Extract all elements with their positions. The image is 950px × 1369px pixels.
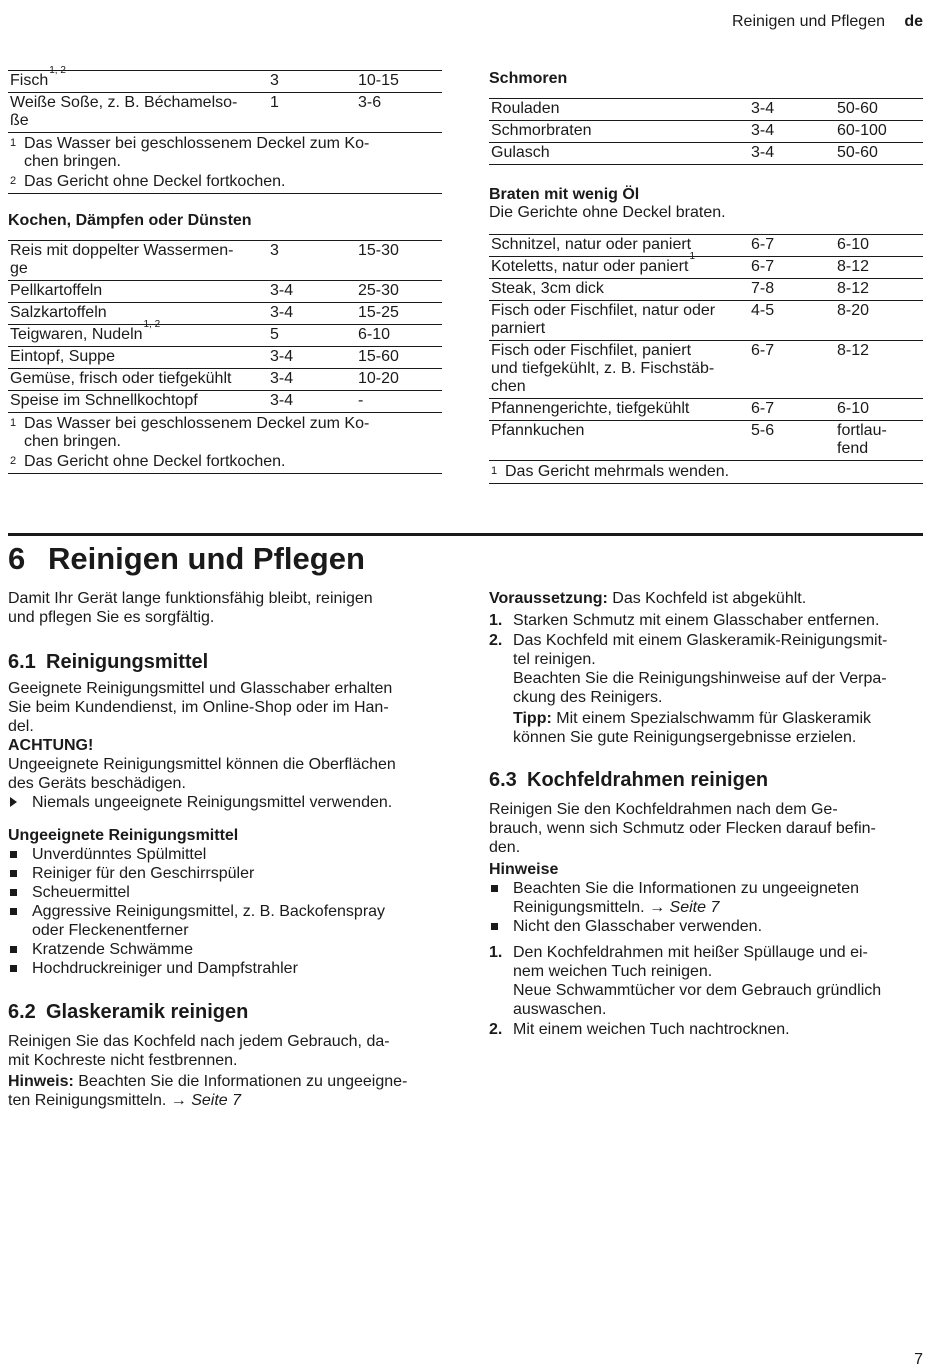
warning-text: Ungeeignete Reinigungsmittel können die Oberflächen des Geräts beschädigen. bbox=[8, 756, 396, 792]
cleaning-steps bbox=[489, 611, 925, 707]
footnote-text: Das Gericht mehrmals wenden. bbox=[505, 463, 730, 480]
food-value: Speise im Schnellkochtopf bbox=[10, 392, 198, 409]
table-row bbox=[489, 143, 923, 165]
page-number: 7 bbox=[914, 1351, 923, 1368]
tip-label: Tipp: bbox=[513, 710, 552, 727]
cell-time bbox=[356, 347, 442, 369]
food-value: Salzkartoffeln bbox=[10, 304, 107, 321]
cell-food bbox=[489, 235, 749, 257]
level-value: 3-4 bbox=[270, 392, 294, 409]
food-value: Pfannengerichte, tiefgekühlt bbox=[491, 400, 690, 417]
cell-food bbox=[8, 65, 268, 93]
table-heading: Kochen, Dämpfen oder Dünsten bbox=[8, 212, 252, 229]
food-value: Koteletts, natur oder paniert bbox=[491, 258, 689, 275]
cell-food bbox=[489, 399, 749, 421]
square-bullet-icon bbox=[491, 923, 498, 930]
square-bullet-icon bbox=[10, 965, 17, 972]
level-value: 4-5 bbox=[751, 302, 775, 319]
cell-level bbox=[268, 303, 356, 325]
food-value: Schnitzel, natur oder paniert bbox=[491, 236, 692, 253]
cell-level bbox=[749, 399, 835, 421]
cell-time bbox=[356, 93, 442, 133]
section-title: Kochfeldrahmen reinigen bbox=[527, 769, 769, 791]
note-text: Beachten Sie die Informationen zu ungeeigneten Reinigungsmitteln. bbox=[513, 880, 860, 916]
cell-level bbox=[749, 279, 835, 301]
time-value: 3-6 bbox=[358, 94, 382, 111]
footnote-marker: 1, 2 bbox=[49, 65, 66, 76]
cell-food bbox=[8, 347, 268, 369]
cooking-table-2 bbox=[8, 240, 442, 413]
cell-time bbox=[835, 257, 923, 279]
cell-food bbox=[489, 421, 749, 461]
hint-text: Beachten Sie die Informationen zu ungeeigne- ten Reinigungsmitteln. bbox=[8, 1073, 408, 1109]
cell-time bbox=[356, 71, 442, 93]
time-value: 25-30 bbox=[358, 282, 399, 299]
list-item bbox=[8, 845, 444, 864]
level-value: 3 bbox=[270, 72, 279, 89]
food-value: Gemüse, frisch oder tiefgekühlt bbox=[10, 370, 232, 387]
cell-level bbox=[749, 235, 835, 257]
table-row bbox=[8, 93, 442, 133]
table-row bbox=[489, 279, 923, 301]
food-value: Fisch bbox=[10, 72, 49, 89]
section-6-1-heading bbox=[8, 650, 444, 674]
level-value: 3-4 bbox=[270, 348, 294, 365]
time-value: 8-12 bbox=[837, 258, 870, 275]
table-row bbox=[8, 71, 442, 93]
cell-food bbox=[489, 99, 749, 121]
list-item bbox=[8, 940, 444, 959]
level-value: 5 bbox=[270, 326, 279, 343]
level-value: 3 bbox=[270, 242, 279, 259]
cooking-table-1 bbox=[8, 65, 442, 133]
time-value: 8-12 bbox=[837, 342, 870, 359]
step-item bbox=[489, 631, 925, 707]
list-item-text: Hochdruckreiniger und Dampfstrahler bbox=[32, 960, 298, 977]
cell-time bbox=[835, 143, 923, 165]
tip bbox=[489, 709, 925, 747]
cell-time bbox=[835, 99, 923, 121]
food-value: Weiße Soße, z. B. Béchamelso- ße bbox=[10, 94, 238, 129]
table-row bbox=[489, 257, 923, 279]
cell-food bbox=[489, 301, 749, 341]
cell-food bbox=[8, 93, 268, 133]
left-table-block-2 bbox=[8, 211, 442, 474]
cell-time bbox=[356, 325, 442, 347]
level-value: 3-4 bbox=[270, 282, 294, 299]
prerequisite-label: Voraussetzung: bbox=[489, 590, 608, 607]
table-heading: Braten mit wenig Öl bbox=[489, 186, 640, 203]
list-item bbox=[489, 879, 925, 917]
level-value: 3-4 bbox=[751, 144, 775, 161]
prerequisite bbox=[489, 589, 925, 608]
cell-level bbox=[268, 325, 356, 347]
level-value: 3-4 bbox=[751, 122, 775, 139]
step-number: 2. bbox=[489, 632, 503, 649]
step-number: 2. bbox=[489, 1021, 503, 1038]
level-value: 6-7 bbox=[751, 400, 775, 417]
cell-time bbox=[835, 301, 923, 341]
table-row bbox=[489, 301, 923, 341]
table-footnotes bbox=[8, 133, 442, 194]
left-text-column bbox=[8, 589, 444, 1110]
table-row bbox=[8, 303, 442, 325]
warning-label: ACHTUNG! bbox=[8, 737, 94, 754]
food-value: Fisch oder Fischfilet, natur oder parniert bbox=[491, 302, 716, 337]
list-item bbox=[8, 864, 444, 883]
square-bullet-icon bbox=[10, 870, 17, 877]
cell-time bbox=[835, 279, 923, 301]
unsuitable-cleaners-list bbox=[8, 845, 444, 978]
tip-text: Mit einem Spezialschwamm für Glaskeramik können Sie gute Reinigungsergebnisse erzielen. bbox=[513, 710, 872, 746]
table-row bbox=[8, 281, 442, 303]
table-row bbox=[489, 99, 923, 121]
footnote bbox=[8, 133, 442, 171]
cell-food bbox=[489, 341, 749, 399]
cell-level bbox=[749, 421, 835, 461]
time-value: 50-60 bbox=[837, 144, 878, 161]
right-table-block-2 bbox=[489, 186, 923, 484]
food-value: Gulasch bbox=[491, 144, 550, 161]
arrow-right-icon: → bbox=[649, 899, 666, 916]
time-value: 6-10 bbox=[837, 400, 870, 417]
notes-list bbox=[489, 879, 925, 936]
step-number: 1. bbox=[489, 612, 503, 629]
cell-food bbox=[8, 281, 268, 303]
footnote-text: Das Wasser bei geschlossenem Deckel zum Ko- chen bringen. bbox=[24, 135, 370, 170]
food-value: Teigwaren, Nudeln bbox=[10, 326, 143, 343]
cell-food bbox=[8, 369, 268, 391]
time-value: - bbox=[358, 392, 364, 409]
section-6-3-heading bbox=[489, 768, 925, 792]
cell-food bbox=[8, 319, 268, 347]
table-row bbox=[489, 341, 923, 399]
cell-level bbox=[749, 99, 835, 121]
footnote-mark: 1 bbox=[491, 465, 498, 477]
time-value: 60-100 bbox=[837, 122, 887, 139]
time-value: 6-10 bbox=[358, 326, 391, 343]
list-title: Ungeeignete Reinigungsmittel bbox=[8, 827, 239, 844]
left-table-block-1 bbox=[8, 65, 442, 194]
food-value: Pellkartoffeln bbox=[10, 282, 103, 299]
step-item bbox=[489, 611, 925, 630]
table-subheading: Die Gerichte ohne Deckel braten. bbox=[489, 204, 726, 221]
frying-table bbox=[489, 234, 923, 461]
section-6-1-text: Geeignete Reinigungsmittel und Glasschaber erhalten Sie beim Kundendienst, im Online-Shop oder im Han- del. bbox=[8, 680, 393, 735]
footnote-mark: 2 bbox=[10, 455, 17, 467]
cell-level bbox=[749, 121, 835, 143]
level-value: 3-4 bbox=[270, 304, 294, 321]
table-row bbox=[489, 235, 923, 257]
chapter-rule bbox=[8, 533, 923, 536]
level-value: 6-7 bbox=[751, 236, 775, 253]
time-value: 15-30 bbox=[358, 242, 399, 259]
section-6-3-text: Reinigen Sie den Kochfeldrahmen nach dem Ge- brauch, wenn sich Schmutz oder Flecken darauf befin- den. bbox=[489, 801, 876, 856]
table-row bbox=[8, 391, 442, 413]
table-heading: Schmoren bbox=[489, 70, 568, 87]
cell-food bbox=[489, 121, 749, 143]
step-item bbox=[489, 1020, 925, 1039]
page-reference-link[interactable]: Seite 7 bbox=[669, 899, 720, 916]
cell-level bbox=[268, 241, 356, 281]
frame-cleaning-steps bbox=[489, 943, 925, 1039]
time-value: fortlau- fend bbox=[837, 422, 887, 457]
section-6-2-hint bbox=[8, 1072, 444, 1110]
food-value: Schmorbraten bbox=[491, 122, 592, 139]
level-value: 6-7 bbox=[751, 258, 775, 275]
section-title: Reinigungsmittel bbox=[46, 651, 209, 673]
square-bullet-icon bbox=[10, 946, 17, 953]
square-bullet-icon bbox=[10, 908, 17, 915]
square-bullet-icon bbox=[10, 851, 17, 858]
cell-time bbox=[356, 369, 442, 391]
time-value: 8-12 bbox=[837, 280, 870, 297]
cell-level bbox=[268, 281, 356, 303]
cell-level bbox=[749, 143, 835, 165]
braising-table bbox=[489, 98, 923, 165]
square-bullet-icon bbox=[10, 889, 17, 896]
triangle-bullet-icon bbox=[10, 797, 17, 807]
notes-title: Hinweise bbox=[489, 861, 559, 878]
table-row bbox=[8, 241, 442, 281]
time-value: 10-15 bbox=[358, 72, 399, 89]
cell-time bbox=[356, 303, 442, 325]
cell-food bbox=[489, 251, 749, 279]
time-value: 15-25 bbox=[358, 304, 399, 321]
cell-time bbox=[356, 241, 442, 281]
table-row bbox=[8, 325, 442, 347]
level-value: 1 bbox=[270, 94, 279, 111]
table-row bbox=[8, 347, 442, 369]
cell-time bbox=[835, 235, 923, 257]
footnote bbox=[8, 171, 442, 191]
section-title: Glaskeramik reinigen bbox=[46, 1001, 249, 1023]
time-value: 6-10 bbox=[837, 236, 870, 253]
step-number: 1. bbox=[489, 944, 503, 961]
food-value: Rouladen bbox=[491, 100, 560, 117]
footnote-marker: 1, 2 bbox=[143, 319, 161, 330]
level-value: 3-4 bbox=[751, 100, 775, 117]
cell-level bbox=[749, 301, 835, 341]
cell-time bbox=[835, 399, 923, 421]
time-value: 15-60 bbox=[358, 348, 399, 365]
cell-time bbox=[835, 421, 923, 461]
cell-time bbox=[356, 391, 442, 413]
cell-food bbox=[8, 303, 268, 325]
food-value: Pfannkuchen bbox=[491, 422, 585, 439]
list-item-text: Kratzende Schwämme bbox=[32, 941, 193, 958]
food-value: Steak, 3cm dick bbox=[491, 280, 604, 297]
list-item-text: Scheuermittel bbox=[32, 884, 130, 901]
table-row bbox=[489, 399, 923, 421]
list-item bbox=[8, 902, 444, 940]
section-number: 6.1 bbox=[8, 651, 36, 673]
intro-text: Damit Ihr Gerät lange funktionsfähig bleibt, reinigen und pflegen Sie es sorgfältig. bbox=[8, 590, 373, 626]
time-value: 8-20 bbox=[837, 302, 870, 319]
prerequisite-text: Das Kochfeld ist abgekühlt. bbox=[607, 590, 807, 607]
chapter-title-text: Reinigen und Pflegen bbox=[48, 541, 365, 576]
time-value: 50-60 bbox=[837, 100, 878, 117]
footnote-mark: 1 bbox=[10, 137, 17, 149]
step-text: Den Kochfeldrahmen mit heißer Spüllauge und ei- nem weichen Tuch reinigen. Neue Schwammtücher vor dem Gebrauch gründlich auswaschen. bbox=[513, 944, 882, 1018]
level-value: 7-8 bbox=[751, 280, 775, 297]
step-item bbox=[489, 943, 925, 1019]
cell-level bbox=[268, 391, 356, 413]
food-value: Reis mit doppelter Wassermen- ge bbox=[10, 242, 234, 277]
footnote-mark: 1 bbox=[10, 417, 17, 429]
warning-action bbox=[8, 793, 444, 812]
language-code: de bbox=[904, 13, 923, 30]
footnote-text: Das Gericht ohne Deckel fortkochen. bbox=[24, 453, 286, 470]
food-value: Eintopf, Suppe bbox=[10, 348, 115, 365]
section-number: 6.3 bbox=[489, 769, 517, 791]
step-text: Das Kochfeld mit einem Glaskeramik-Reinigungsmit- tel reinigen. Beachten Sie die Reinigungshinweise auf der Verpa- ckung des Reinigers. bbox=[513, 632, 888, 706]
cell-time bbox=[835, 121, 923, 143]
level-value: 6-7 bbox=[751, 342, 775, 359]
right-table-block-1 bbox=[489, 70, 923, 165]
level-value: 5-6 bbox=[751, 422, 775, 439]
list-item-text: Reiniger für den Geschirrspüler bbox=[32, 865, 255, 882]
cell-level bbox=[268, 347, 356, 369]
table-row bbox=[489, 421, 923, 461]
cell-food bbox=[8, 391, 268, 413]
cell-level bbox=[268, 93, 356, 133]
page-reference-link[interactable]: Seite 7 bbox=[191, 1092, 242, 1109]
table-row bbox=[8, 369, 442, 391]
square-bullet-icon bbox=[491, 885, 498, 892]
cell-level bbox=[268, 71, 356, 93]
section-6-2-text: Reinigen Sie das Kochfeld nach jedem Gebrauch, da- mit Kochreste nicht festbrennen. bbox=[8, 1033, 390, 1069]
arrow-right-icon: → bbox=[170, 1092, 187, 1109]
chapter-title bbox=[8, 542, 365, 576]
table-row bbox=[489, 121, 923, 143]
footnote bbox=[8, 451, 442, 471]
section-number: 6.2 bbox=[8, 1001, 36, 1023]
cell-food bbox=[8, 241, 268, 281]
footnote-marker: 1 bbox=[689, 251, 696, 262]
section-6-2-heading bbox=[8, 1000, 444, 1024]
level-value: 3-4 bbox=[270, 370, 294, 387]
list-item-text: Unverdünntes Spülmittel bbox=[32, 846, 207, 863]
running-header-title: Reinigen und Pflegen bbox=[731, 13, 885, 30]
cell-level bbox=[268, 369, 356, 391]
list-item bbox=[8, 883, 444, 902]
cell-time bbox=[356, 281, 442, 303]
cell-level bbox=[749, 341, 835, 399]
chapter-number: 6 bbox=[8, 541, 26, 576]
footnote bbox=[489, 461, 923, 481]
cell-food bbox=[489, 279, 749, 301]
list-item bbox=[8, 959, 444, 978]
food-value: Fisch oder Fischfilet, paniert und tiefgekühlt, z. B. Fischstäb- chen bbox=[491, 342, 715, 395]
table-footnotes bbox=[8, 413, 442, 474]
footnote bbox=[8, 413, 442, 451]
cell-time bbox=[835, 341, 923, 399]
cell-level bbox=[749, 257, 835, 279]
list-item-text: Aggressive Reinigungsmittel, z. B. Backofenspray oder Fleckenentferner bbox=[32, 903, 386, 939]
right-text-column bbox=[489, 589, 925, 1040]
footnote-text: Das Wasser bei geschlossenem Deckel zum Ko- chen bringen. bbox=[24, 415, 370, 450]
list-item bbox=[489, 917, 925, 936]
note-text: Nicht den Glasschaber verwenden. bbox=[513, 918, 763, 935]
step-text: Starken Schmutz mit einem Glasschaber entfernen. bbox=[513, 612, 880, 629]
footnote-text: Das Gericht ohne Deckel fortkochen. bbox=[24, 173, 286, 190]
footnote-mark: 2 bbox=[10, 175, 17, 187]
hint-label: Hinweis: bbox=[8, 1073, 74, 1090]
table-footnotes bbox=[489, 461, 923, 484]
warning-action-text: Niemals ungeeignete Reinigungsmittel verwenden. bbox=[32, 794, 393, 811]
time-value: 10-20 bbox=[358, 370, 399, 387]
cell-food bbox=[489, 143, 749, 165]
step-text: Mit einem weichen Tuch nachtrocknen. bbox=[513, 1021, 790, 1038]
